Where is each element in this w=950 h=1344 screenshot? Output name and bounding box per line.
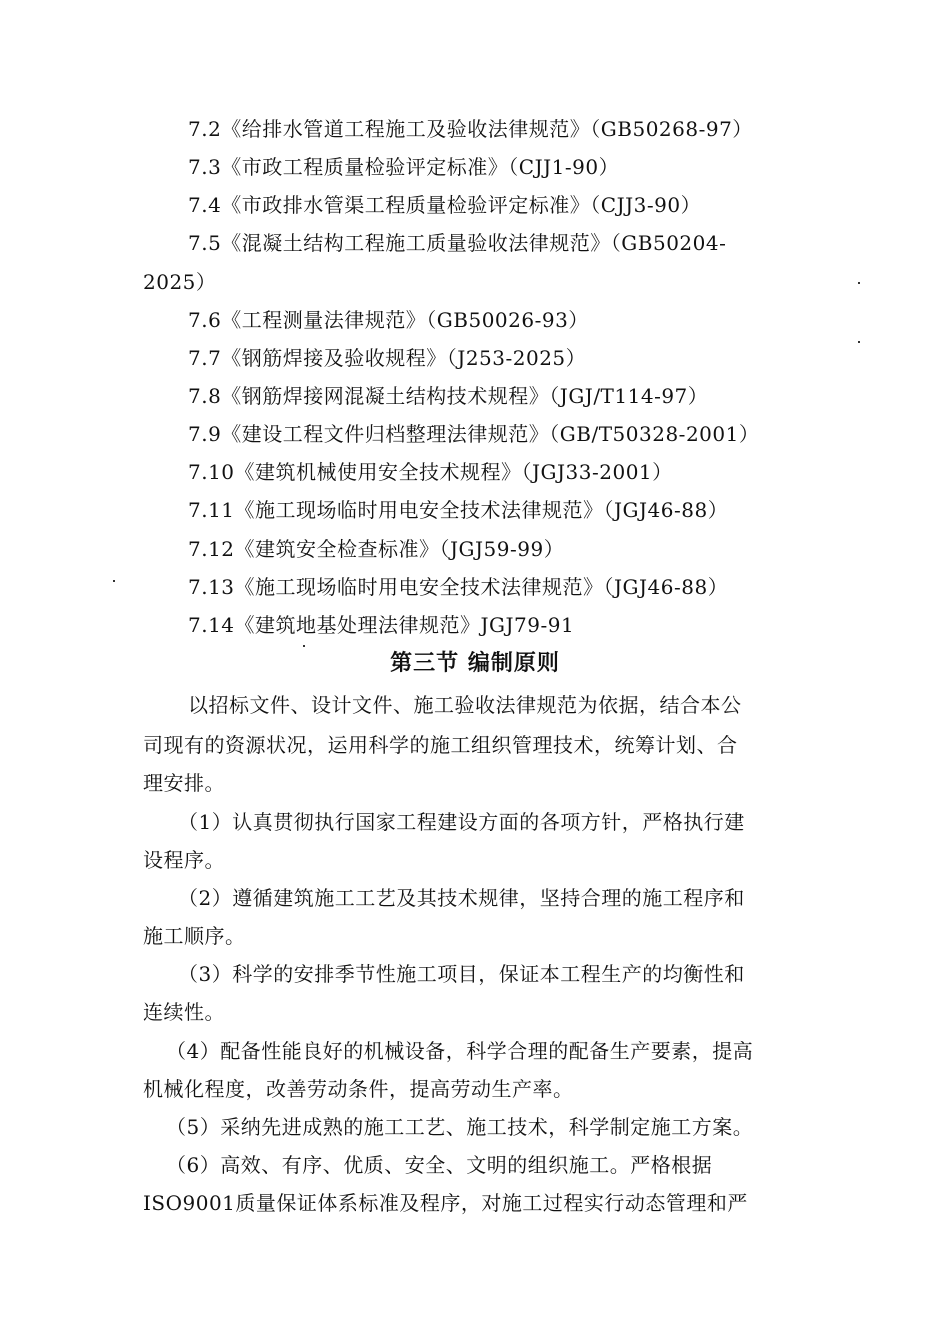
body-line: （1）认真贯彻执行国家工程建设方面的各项方针，严格执行建 — [178, 810, 745, 834]
body-line: （2）遵循建筑施工工艺及其技术规律，坚持合理的施工程序和 — [178, 886, 745, 910]
body-line: 施工顺序。 — [143, 924, 246, 948]
body-line: （4）配备性能良好的机械设备，科学合理的配备生产要素，提高 — [166, 1039, 754, 1063]
body-line: 理安排。 — [143, 771, 225, 795]
standard-item: 7.14《建筑地基处理法律规范》JGJ79-91 — [188, 613, 575, 637]
body-line: （3）科学的安排季节性施工项目，保证本工程生产的均衡性和 — [178, 962, 745, 986]
standard-item: 7.13《施工现场临时用电安全技术法律规范》（JGJ46-88） — [188, 575, 729, 599]
scan-speck — [303, 645, 305, 647]
standard-item: 7.6《工程测量法律规范》（GB50026-93） — [188, 308, 589, 332]
standard-item: 7.7《钢筋焊接及验收规程》（J253-2025） — [188, 346, 587, 370]
scan-speck — [113, 580, 115, 582]
standard-item: 7.9《建设工程文件归档整理法律规范》（GB/T50328-2001） — [188, 422, 760, 446]
standard-item: 7.10《建筑机械使用安全技术规程》（JGJ33-2001） — [188, 460, 673, 484]
standard-item: 7.8《钢筋焊接网混凝土结构技术规程》（JGJ/T114-97） — [188, 384, 709, 408]
body-line: （5）采纳先进成熟的施工工艺、施工技术，科学制定施工方案。 — [166, 1115, 754, 1139]
body-line: ISO9001质量保证体系标准及程序，对施工过程实行动态管理和严 — [143, 1191, 748, 1215]
standard-item: 7.2《给排水管道工程施工及验收法律规范》（GB50268-97） — [188, 117, 753, 141]
standard-item: 7.4《市政排水管渠工程质量检验评定标准》（CJJ3-90） — [188, 193, 702, 217]
body-line: 设程序。 — [143, 848, 225, 872]
body-line: 以招标文件、设计文件、施工验收法律规范为依据，结合本公 — [188, 693, 742, 717]
body-line: 司现有的资源状况，运用科学的施工组织管理技术，统筹计划、合 — [143, 733, 738, 757]
scan-speck — [858, 282, 860, 284]
standard-item: 7.3《市政工程质量检验评定标准》（CJJ1-90） — [188, 155, 620, 179]
body-line: 连续性。 — [143, 1000, 225, 1024]
section-heading: 第三节 编制原则 — [390, 651, 560, 676]
standard-item: 7.11《施工现场临时用电安全技术法律规范》（JGJ46-88） — [188, 498, 729, 522]
scan-speck — [858, 341, 860, 343]
body-line: 机械化程度，改善劳动条件，提高劳动生产率。 — [143, 1077, 574, 1101]
body-line: （6）高效、有序、优质、安全、文明的组织施工。严格根据 — [166, 1153, 713, 1177]
standard-item: 7.5《混凝土结构工程施工质量验收法律规范》（GB50204- — [188, 231, 727, 255]
standard-item-continued: 2025） — [143, 270, 217, 294]
standard-item: 7.12《建筑安全检查标准》（JGJ59-99） — [188, 537, 565, 561]
